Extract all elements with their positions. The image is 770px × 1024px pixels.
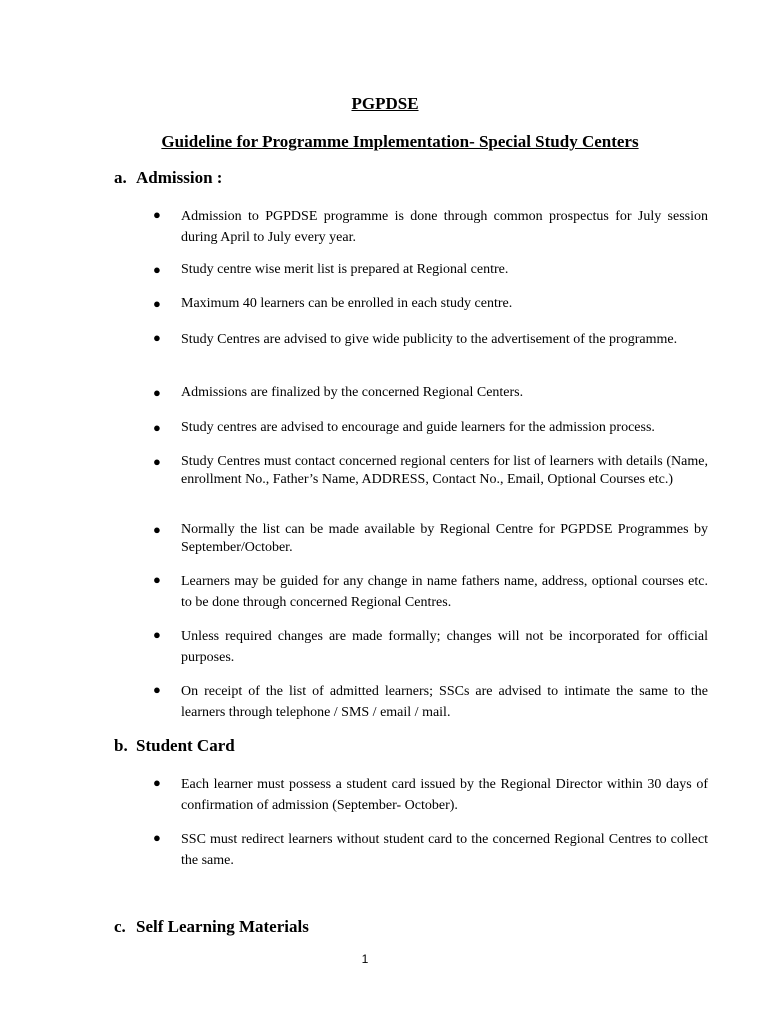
bullet-icon: ●: [153, 627, 161, 642]
bullet-icon: ●: [153, 262, 161, 277]
list-item-text: SSC must redirect learners without student card to the concerned Regional Centres to collect the same.: [181, 832, 708, 868]
list-item-text: Unless required changes are made formally; changes will not be incorporated for official purposes.: [181, 629, 708, 665]
bullet-icon: ●: [153, 830, 161, 845]
section-title: Admission :: [136, 168, 223, 187]
document-subtitle: Guideline for Programme Implementation- Special Study Centers: [161, 132, 639, 151]
list-item-text: On receipt of the list of admitted learners; SSCs are advised to intimate the same to the learners through telephone / SMS / email / mail.: [181, 684, 708, 720]
bullet-icon: ●: [153, 207, 161, 222]
bullet-icon: ●: [153, 296, 161, 311]
list-item-text: Study centres are advised to encourage and guide learners for the admission process.: [181, 420, 655, 435]
section-letter: a.: [114, 168, 127, 187]
list-item-text: Admission to PGPDSE programme is done through common prospectus for July session during April to July every year.: [181, 209, 708, 245]
list-item-text: Each learner must possess a student card issued by the Regional Director within 30 days of confirmation of admission (September- October).: [181, 777, 708, 813]
bullet-icon: ●: [153, 420, 161, 435]
bullet-icon: ●: [153, 682, 161, 697]
bullet-icon: ●: [153, 572, 161, 587]
list-item-text: Admissions are finalized by the concerned Regional Centers.: [181, 385, 524, 400]
list-item-text: Learners may be guided for any change in name fathers name, address, optional courses etc. to be done through concerned Regional Centres.: [181, 574, 708, 610]
list-item-text: Study Centres must contact concerned regional centers for list of learners with details (Name, enrollment No., Father’s Name, ADDRESS, Contact No., Email, Optional Courses etc.): [181, 454, 708, 487]
section-title: Student Card: [136, 736, 235, 755]
list-item-text: Study centre wise merit list is prepared at Regional centre.: [181, 262, 509, 277]
bullet-icon: ●: [153, 522, 161, 537]
section-letter: b.: [114, 736, 128, 755]
list-item-text: Maximum 40 learners can be enrolled in each study centre.: [181, 296, 513, 311]
document-title: PGPDSE: [351, 94, 419, 113]
bullet-icon: ●: [153, 385, 161, 400]
section-heading-self-learning-materials: [114, 917, 309, 937]
list-item-text: Study Centres are advised to give wide publicity to the advertisement of the programme.: [181, 332, 678, 347]
section-title: Self Learning Materials: [136, 917, 309, 936]
bullet-icon: ●: [153, 454, 161, 469]
bullet-icon: ●: [153, 775, 161, 790]
section-heading-admission: [114, 168, 222, 188]
page-number: 1: [361, 952, 369, 966]
list-item-text: Normally the list can be made available by Regional Centre for PGPDSE Programmes by September/October.: [181, 522, 708, 555]
bullet-icon: ●: [153, 330, 161, 345]
section-letter: c.: [114, 917, 126, 936]
section-heading-student-card: [114, 736, 235, 756]
